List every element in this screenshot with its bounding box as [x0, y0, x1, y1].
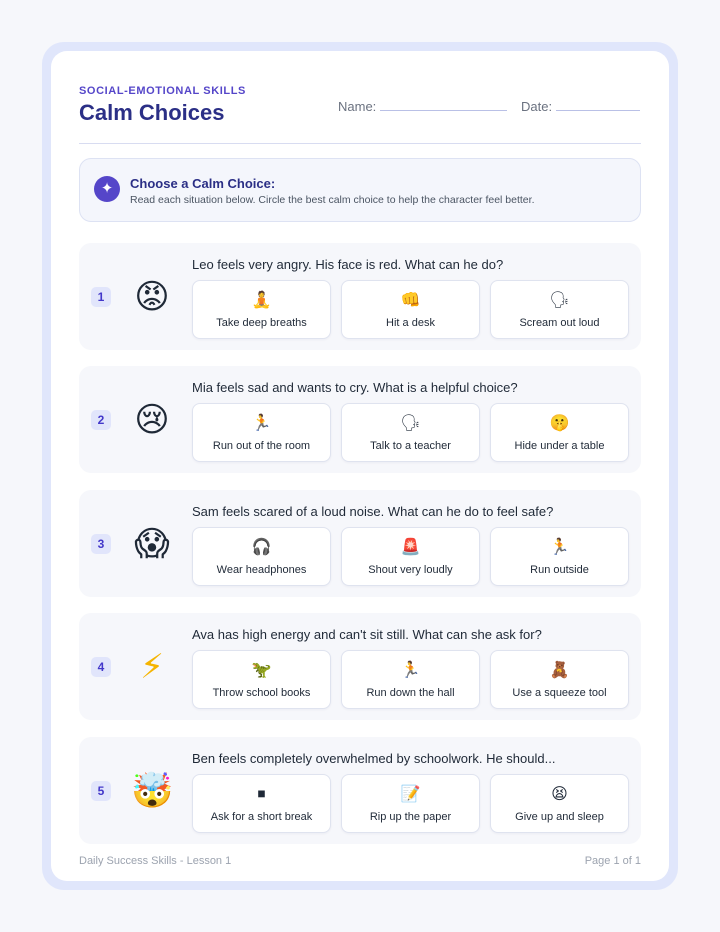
choice-label: Take deep breaths	[216, 317, 307, 329]
choice-run-outside[interactable]	[490, 527, 629, 586]
question-number: 4	[91, 657, 111, 677]
choice-label: Run down the hall	[366, 687, 455, 699]
choice-run-out-of-the-room[interactable]	[192, 403, 331, 462]
meditation-icon: 🧘	[251, 290, 272, 309]
headphones-icon: 🎧	[251, 537, 272, 556]
question-text: Mia feels sad and wants to cry. What is a helpful choice?	[192, 380, 518, 395]
exploding-head-icon: 🤯	[131, 771, 174, 811]
header-divider	[79, 143, 641, 144]
choice-label: Wear headphones	[216, 564, 307, 576]
choice-label: Run out of the room	[212, 440, 311, 452]
choice-label: Run outside	[530, 564, 589, 576]
question-row-5	[79, 737, 641, 844]
question-number: 3	[91, 534, 111, 554]
question-number: 5	[91, 781, 111, 801]
date-label: Date:	[521, 99, 553, 114]
choice-label: Throw school books	[212, 687, 311, 699]
choice-use-a-squeeze-tool[interactable]	[490, 650, 629, 709]
choice-hide-under-a-table[interactable]	[490, 403, 629, 462]
name-field[interactable]	[338, 99, 507, 114]
choice-label: Rip up the paper	[369, 811, 452, 823]
question-row-1	[79, 243, 641, 350]
instructions-box	[79, 158, 641, 222]
question-text: Ben feels completely overwhelmed by schoolwork. He should...	[192, 751, 556, 766]
subject-label: SOCIAL-EMOTIONAL SKILLS	[79, 85, 246, 97]
choice-scream-out-loud[interactable]	[490, 280, 629, 339]
choice-hit-a-desk[interactable]	[341, 280, 480, 339]
lightning-icon: ⚡	[140, 647, 164, 687]
choice-label: Hide under a table	[514, 440, 605, 452]
choice-label: Give up and sleep	[515, 811, 604, 823]
sparkle-icon: ✦	[94, 176, 120, 202]
choice-wear-headphones[interactable]	[192, 527, 331, 586]
choice-run-down-the-hall[interactable]	[341, 650, 480, 709]
question-row-3	[79, 490, 641, 597]
question-row-4	[79, 613, 641, 720]
speaking-head-icon: 🗣	[549, 290, 570, 309]
page-title: Calm Choices	[79, 100, 225, 125]
question-number: 2	[91, 410, 111, 430]
running-person-icon: 🏃	[400, 660, 421, 679]
question-row-2	[79, 366, 641, 473]
choice-label: Talk to a teacher	[370, 440, 451, 452]
dinosaur-icon: 🦖	[251, 660, 272, 679]
running-person-icon: 🏃	[251, 413, 272, 432]
name-label: Name:	[338, 99, 377, 114]
teddy-bear-icon: 🧸	[549, 660, 570, 679]
question-text: Leo feels very angry. His face is red. What can he do?	[192, 257, 504, 272]
choice-shout-very-loudly[interactable]	[341, 527, 480, 586]
choice-rip-up-the-paper[interactable]	[341, 774, 480, 833]
siren-icon: 🚨	[400, 537, 421, 556]
angry-face-icon: 😡	[134, 277, 170, 317]
question-text: Ava has high energy and can't sit still. What can she ask for?	[192, 627, 542, 642]
footer-page-number: Page 1 of 1	[584, 855, 641, 867]
memo-icon: 📝	[400, 784, 421, 803]
choice-label: Ask for a short break	[210, 811, 313, 823]
question-text: Sam feels scared of a loud noise. What can he do to feel safe?	[192, 504, 554, 519]
name-line[interactable]	[380, 110, 507, 111]
choice-throw-school-books[interactable]	[192, 650, 331, 709]
choice-ask-for-a-short-break[interactable]	[192, 774, 331, 833]
choice-give-up-and-sleep[interactable]	[490, 774, 629, 833]
tired-face-icon: 😫	[551, 784, 568, 803]
instructions-text: Read each situation below. Circle the best calm choice to help the character feel better.	[130, 194, 535, 206]
instructions-title: Choose a Calm Choice:	[130, 176, 276, 191]
date-field[interactable]	[521, 99, 640, 114]
crying-face-icon: 😢	[134, 400, 170, 440]
choice-talk-to-a-teacher[interactable]	[341, 403, 480, 462]
running-person-icon: 🏃	[549, 537, 570, 556]
screaming-face-icon: 😱	[134, 524, 170, 564]
choice-label: Scream out loud	[519, 317, 600, 329]
stop-button-icon: ⏹	[257, 784, 266, 803]
choice-label: Shout very loudly	[368, 564, 453, 576]
shushing-face-icon: 🤫	[549, 413, 570, 432]
choice-label: Hit a desk	[386, 317, 435, 329]
choice-take-deep-breaths[interactable]	[192, 280, 331, 339]
choice-label: Use a squeeze tool	[512, 687, 607, 699]
speaking-head-icon: 🗣	[400, 413, 421, 432]
date-line[interactable]	[556, 110, 640, 111]
question-number: 1	[91, 287, 111, 307]
fist-icon: 👊	[400, 290, 421, 309]
footer-lesson: Daily Success Skills - Lesson 1	[79, 855, 232, 867]
